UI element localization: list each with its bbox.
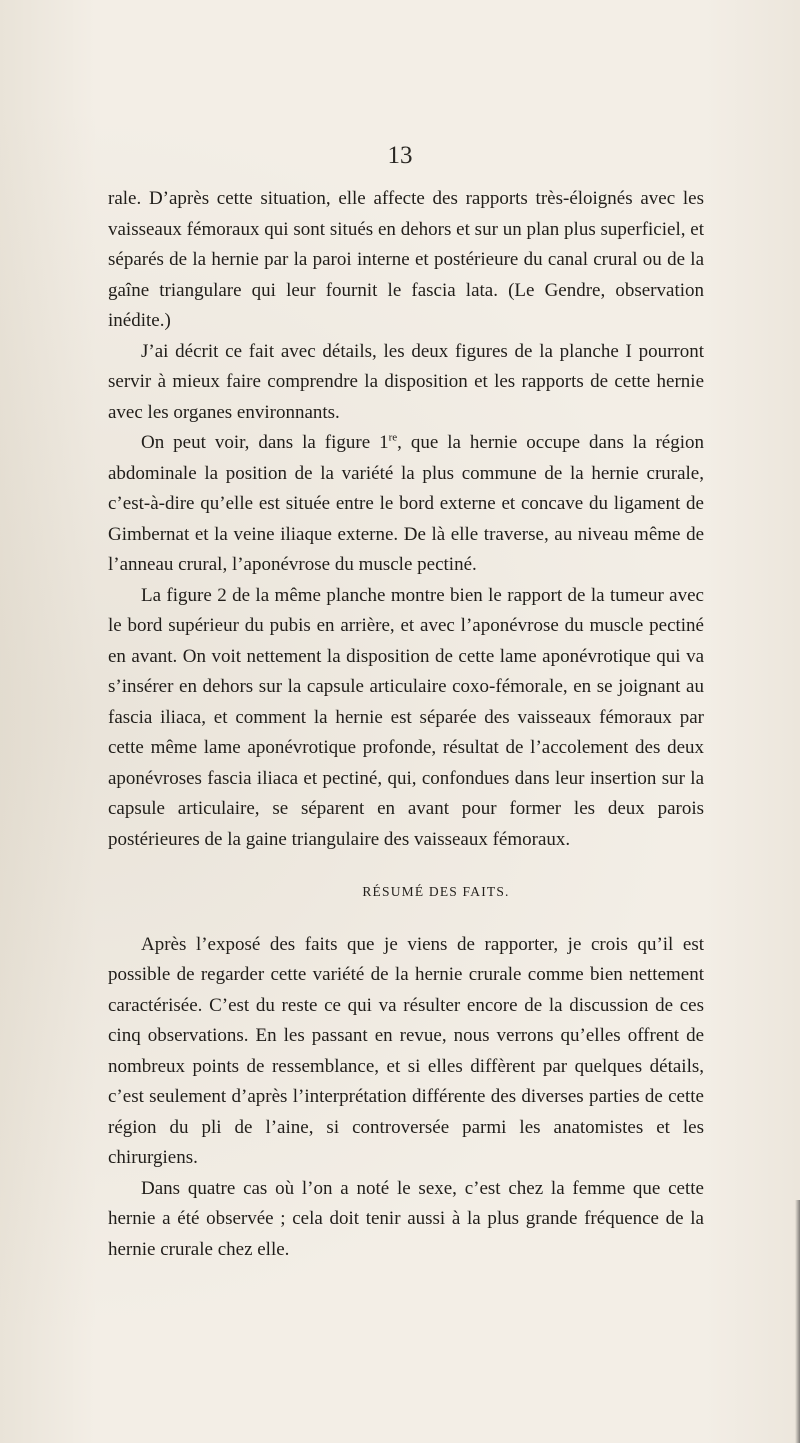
body-text — [108, 184, 704, 1265]
paragraph-4: La figure 2 de la même planche montre bien le rapport de la tumeur avec le bord supérieur du pubis en arrière, et avec l’aponévrose du muscle pectiné en avant. On voit nettement la disposition de cette lame aponévrotique qui va s’insérer en dehors sur la capsule articulaire coxo-fémorale, en se joignant au fascia iliaca, et comment la hernie est séparée des vaisseaux fémoraux par cette même lame aponévrotique profonde, résultat de l’accolement des deux aponévroses fascia iliaca et pectiné, qui, confondues dans leur insertion sur la capsule articulaire, se séparent en avant pour former les deux parois postérieures de la gaine triangulaire des vaisseaux fémoraux. — [108, 584, 704, 850]
paragraph-3-start: On peut voir, dans la figure 1 — [141, 432, 389, 453]
page-edge-shadow — [795, 1200, 800, 1443]
section-heading: RÉSUMÉ DES FAITS. — [362, 884, 510, 899]
superscript-re: re — [388, 431, 398, 444]
paragraph-3 — [108, 428, 704, 581]
paragraph-2: J’ai décrit ce fait avec détails, les deux figures de la planche I pourront servir à mieux faire comprendre la disposition et les rapports de cette hernie avec les organes environnants. — [108, 340, 704, 423]
page-number: 13 — [387, 142, 413, 169]
paragraph-1: rale. D’après cette situation, elle affecte des rapports très-éloignés avec les vaisseaux fémoraux qui sont situés en dehors et sur un plan plus superficiel, et séparés de la hernie par la paroi interne et postérieure du canal crural ou de la gaîne triangulare qui leur fournit le fascia lata. (Le Gendre, observation inédite.) — [108, 188, 704, 331]
paragraph-3-end: , que la hernie occupe dans la région abdominale la position de la variété la plus commune de la hernie crurale, c’est-à-dire qu’elle est située entre le bord externe et concave du ligament de Gimbernat et la veine iliaque externe. De là elle traverse, au niveau même de l’anneau crural, l’aponévrose du muscle pectiné. — [108, 432, 705, 575]
paragraph-6: Dans quatre cas où l’on a noté le sexe, c’est chez la femme que cette hernie a été observée ; cela doit tenir aussi à la plus grande fréquence de la hernie crurale chez elle. — [108, 1177, 704, 1260]
paragraph-5: Après l’exposé des faits que je viens de rapporter, je crois qu’il est possible de regarder cette variété de la hernie crurale comme bien nettement caractérisée. C’est du reste ce qui va résulter encore de la discussion de ces cinq observations. En les passant en revue, nous verrons qu’elles offrent de nombreux points de ressemblance, et si elles diffèrent par quelques détails, c’est seulement d’après l’interprétation différente des diverses parties de cette région du pli de l’aine, si controversée parmi les anatomistes et les chirurgiens. — [108, 933, 704, 1168]
